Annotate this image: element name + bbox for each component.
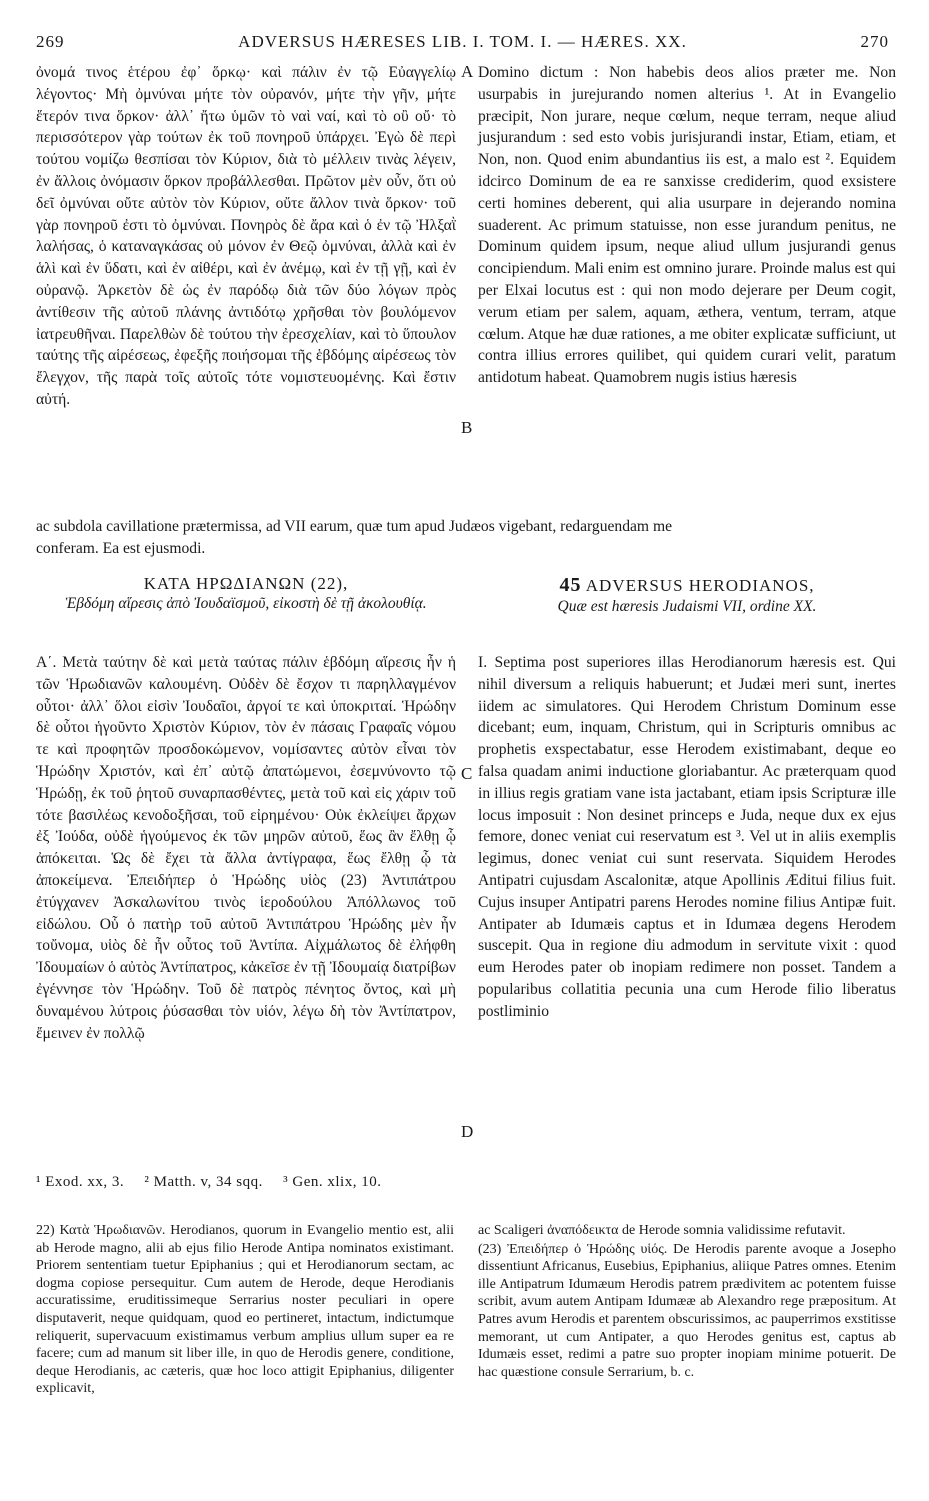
note-22: 22) Κατὰ Ἡρωδιανῶν. Herodianos, quorum in Evangelio mentio est, alii ab Herode magno, alii ab ejus filio Herode Antipa nominatos existimant. Priorem sententiam tuetur Epiphanius ; qui et Herodianorum sectam, ac dogma copiose persequitur. Cum autem de Herode, deque Herodianis accuratissime, eruditissimeque Serrarius noster peculiari in opere disputaverit, neque quidquam, quod eo pertineret, intactum, indictumque reliquerit, supervacuum existimamus verbum amplius ullum super ea re facere; cum ad manum sit liber ille, in quo de Herodis genere, conditione, deque Herodianis, ac cæteris, quæ hoc loco attigit Epiphanius, diligenter explicavit, <box>36 1223 454 1397</box>
latin-column-top <box>478 62 896 389</box>
latin-heading-title: ADVERSUS HERODIANOS, <box>585 576 815 595</box>
footnote-2: ² Matth. v, 34 sqq. <box>144 1174 263 1190</box>
footnote-references <box>36 1174 896 1191</box>
latin-heading-subtitle: Quæ est hæresis Judaismi VII, ordine XX. <box>557 598 817 615</box>
latin-section-heading <box>478 574 896 616</box>
margin-letter-b: B <box>461 418 473 437</box>
greek-paragraph-section: Α΄. Μετὰ ταύτην δὲ καὶ μετὰ ταύτας πάλιν ἑβδόμη αἵρεσις ἦν ἡ τῶν Ἡρωδιανῶν καλουμένη. Οὐδὲν δὲ ἔσχον τι παρηλλαγμένον οὗτοι· ἀλλ᾽ ὅλοι εἰσὶν Ἰουδαῖοι, ἀργοί τε καὶ ὑποκριταί. Ἡρώδην δὲ οὗτοι ἡγοῦντο Χριστὸν Κύριον, τὸν ἐν πάσαις Γραφαῖς νόμου τε καὶ προφητῶν προσδοκώμενον, νομίσαντες αὐτὸν εἶναι τὸν Ἡρώδην Χριστόν, καὶ ἐπ᾽ αὐτῷ ἀπατώμενοι, ἐσεμνύνοντο τῷ Ἡρώδῃ, ἐκ τοῦ ῥητοῦ συναρπασθέντες, μετὰ τοῦ καὶ εἰς χάριν τοῦ τότε βασιλέως κενοδοξῆσαι, τοῦ εἰρημένου· Οὐκ ἐκλείψει ἄρχων ἐξ Ἰούδα, οὐδὲ ἡγούμενος ἐκ τῶν μηρῶν αὐτοῦ, ἕως ἂν ἔλθῃ ᾧ ἀπόκειται. Ὡς δὲ ἔχει τὰ ἄλλα ἀντίγραφα, ἕως ἔλθῃ ᾧ τὰ ἀποκείμενα. Ἐπειδήπερ ὁ Ἡρώδης υἱὸς (23) Ἀντιπάτρου ἐτύγχανεν Ἀσκαλωνίτου τινὸς ἱεροδούλου Ἀπόλλωνος τοῦ εἰδώλου. Οὗ ὁ πατὴρ τοῦ αὐτοῦ Ἀντιπάτρου Ἡρώδης μὲν ἦν τοὔνομα, υἱὸς δὲ ἦν οὗτος τοῦ Ἀντίπα. Αἰχμάλωτος δὲ ἐλήφθη Ἰδουμαίων ὁ αὐτὸς Ἀντίπατρος, κἀκεῖσε ἐν τῇ Ἰδουμαίᾳ διατρίβων ἐγέννησε τὸν Ἡρώδην. Τοῦ δὲ πατρὸς πένητος ὄντος, καὶ μὴ δυναμένου λύτροις ῥύσασθαι τὸν υἱόν, λέγω δὴ τὸν Ἀντίπατρον, ἔμεινεν ἐν πολλῷ <box>36 654 456 1042</box>
footnote-3: ³ Gen. xlix, 10. <box>283 1174 382 1190</box>
latin-paragraph-top: Domino dictum : Non habebis deos alios præter me. Non usurpabis in jurejurando nomen alterius ¹. At in Evangelio præcipit, Non jurare, neque cœlum, neque terram, neque aliud jusjurandum : sed esto vobis jurisjurandi instar, Etiam, etiam, et Non, non. Quod enim abundantius iis est, a malo est ². Equidem idcirco Dominum de ea re sanxisse crediderim, quod exsistere certi homines deberent, qui alia usurpare in dejerando nomina suaderent. Ac primum statuisse, non esse jurandum penitus, ne Dominum quidem ipsum, neque aliud ullum jusjurandi genus concipiendum. Mali enim est omnino jurare. Proinde malus est qui per Elxai locutus est : qui non modo dejerare per Deum cogit, verum etiam per salem, aquam, æthera, ventum, terram, atque cœlum. Atque hæ duæ rationes, a me obiter explicatæ sufficiunt, ut contra illius errores quilibet, qui quidem curari velit, paratum antidotum habeat. Quamobrem nugis istius hæresis <box>478 64 896 387</box>
margin-letter-a: A <box>461 62 474 81</box>
latin-heading-title-line <box>478 574 896 597</box>
note-23: (23) Ἐπειδήπερ ὁ Ἡρώδης υἱός. De Herodis parente avoque a Josepho dissentiunt Africanus, Eusebius, Epiphanius, aliique Patres omnes. Etenim ille Antipatrum Idumæum Herodis patrem prædivitem ac potentem fuisse scribit, avum autem Antipam Idumææ ab Alexandro rege præpositum. At Patres avum Herodis et parentem obscurissimos, ac pauperrimos exstitisse memorant, ut cum Antipater, a quo Herodes genitus est, captus ab Idumæis esset, redimi a patre suo propter inopiam minime potuerit. De hac quæstione consule Serrarium, b. c. <box>478 1241 896 1380</box>
greek-paragraph-top: ὀνομά τινος ἑτέρου ἐφ᾽ ὅρκῳ· καὶ πάλιν ἐν τῷ Εὐαγγελίῳ λέγοντος· Μὴ ὀμνύναι μήτε τὸν οὐρανόν, μήτε τὴν γῆν, μήτε ἕτερόν τινα ὅρκον· ἀλλ᾽ ἤτω ὑμῶν τὸ ναὶ ναί, καὶ τὸ οὒ οὔ· τὸ περισσότερον γὰρ τούτων ἐκ τοῦ πονηροῦ ὑπάρχει. Ἐγὼ δὲ περὶ τούτου νομίζω θεσπίσαι τὸν Κύριον, διὰ τὸ μέλλειν τινὰς λέγειν, ἐν ἄλλοις ὀνόμασιν ὅρκον προβάλλεσθαι. Πρῶτον μὲν οὖν, ὅτι οὐ δεῖ ὀμνύναι οὔτε αὐτὸν τὸν Κύριον, οὔτε ἄλλον τινὰ ὅρκον· τοῦ γὰρ πονηροῦ ἐστι τὸ ὀμνύναι. Πονηρὸς δὲ ἄρα καὶ ὁ ἐν τῷ Ἠλξαῒ λαλήσας, ὁ καταναγκάσας οὐ μόνον ἐν Θεῷ ὀμνύναι, ἀλλὰ καὶ ἐν ἁλὶ καὶ ἐν ὕδατι, καὶ ἐν αἰθέρι, καὶ ἐν ἀνέμῳ, καὶ ἐν τῇ γῇ, καὶ ἐν οὐρανῷ. Ἀρκετὸν δὲ ὡς ἐν παρόδῳ διὰ τῶν δύο λόγων πρὸς ἀντίθεσιν τῆς αὐτοῦ πλάνης ἀντιδότῳ χρῆσθαι τὸν βουλόμενον ἰατρευθῆναι. Παρελθὼν δὲ τούτου τὴν ἐρεσχελίαν, καὶ τὸ ὕπουλον ταύτης τῆς αἱρέσεως, ἐφεξῆς ποιήσομαι τῆς ἑβδόμης αἱρέσεως τὸν ἔλεγχον, τῆς παρὰ τοῖς αὐτοῖς τότε νομιστευομένης. Καὶ ἔστιν αὐτή. <box>36 64 456 408</box>
greek-column-top <box>36 62 456 411</box>
latin-column-section <box>478 652 896 1023</box>
latin-paragraph-section: I. Septima post superiores illas Herodianorum hæresis est. Qui nihil diversum a reliquis habuerunt; et Judæi meri sunt, inertes iidem ac simulatores. Qui Herodem Christum Dominum esse dicebant; eum, inquam, Christum, qui in Scripturis omnibus ac prophetis exspectabatur, esse Herodem existimabant, deque eo falsa quadam animi inductione gloriabantur. Ac præterquam quod in illius regis gratiam vane ista jactabant, etiam ipsis Scripturæ ille locus imposuit : Non desinet princeps e Juda, neque dux ex ejus femore, donec veniat cui reservatum est ³. Vel ut in aliis exemplis legimus, donec veniat cui sunt reservata. Siquidem Herodes Antipatri cujusdam Ascalonitæ, atque Apollinis Æditui filius fuit. Cujus insuper Antipatri parens Herodes nomine filius Antipæ fuit. Antipater ab Idumæis captus et in Idumæa degens Herodem suscepit. Qua in regione diu admodum in servitute vixit : quod eum Herodes pater ob inopiam redimere non posset. Tandem a popularibus collatitia pecunia una cum Herode filio liberatus postliminio <box>478 654 896 1020</box>
greek-heading-title: ΚΑΤΑ ΗΡΩΔΙΑΝΩΝ (22), <box>143 574 349 593</box>
section-number: 45 <box>559 574 582 596</box>
greek-column-section <box>36 652 456 1044</box>
greek-section-heading <box>36 574 456 613</box>
page-number-left: 269 <box>36 32 65 51</box>
page-number-right: 270 <box>860 32 889 51</box>
running-title: ADVERSUS HÆRESES LIB. I. TOM. I. — HÆRES. XX. <box>238 32 687 51</box>
greek-heading-subtitle: Ἑβδόμη αἵρεσις ἀπὸ Ἰουδαϊσμοῦ, εἰκοστὴ δὲ τῇ ἀκολουθίᾳ. <box>65 595 427 612</box>
spanning-line-2: conferam. Ea est ejusmodi. <box>36 540 206 557</box>
margin-letter-c: C <box>461 764 473 783</box>
margin-letter-d: D <box>461 1122 474 1141</box>
running-header <box>36 32 889 56</box>
footnote-1: ¹ Exod. xx, 3. <box>36 1174 125 1190</box>
notes-right-column <box>478 1222 896 1382</box>
spanning-line-1: ac subdola cavillatione prætermissa, ad VII earum, quæ tum apud Judæos vigebant, redarguendam me <box>36 518 673 535</box>
notes-left-column <box>36 1222 454 1399</box>
note-22-continued: ac Scaligeri ἀναπόδεικτα de Herode somnia validissime refutavit. <box>478 1223 846 1238</box>
